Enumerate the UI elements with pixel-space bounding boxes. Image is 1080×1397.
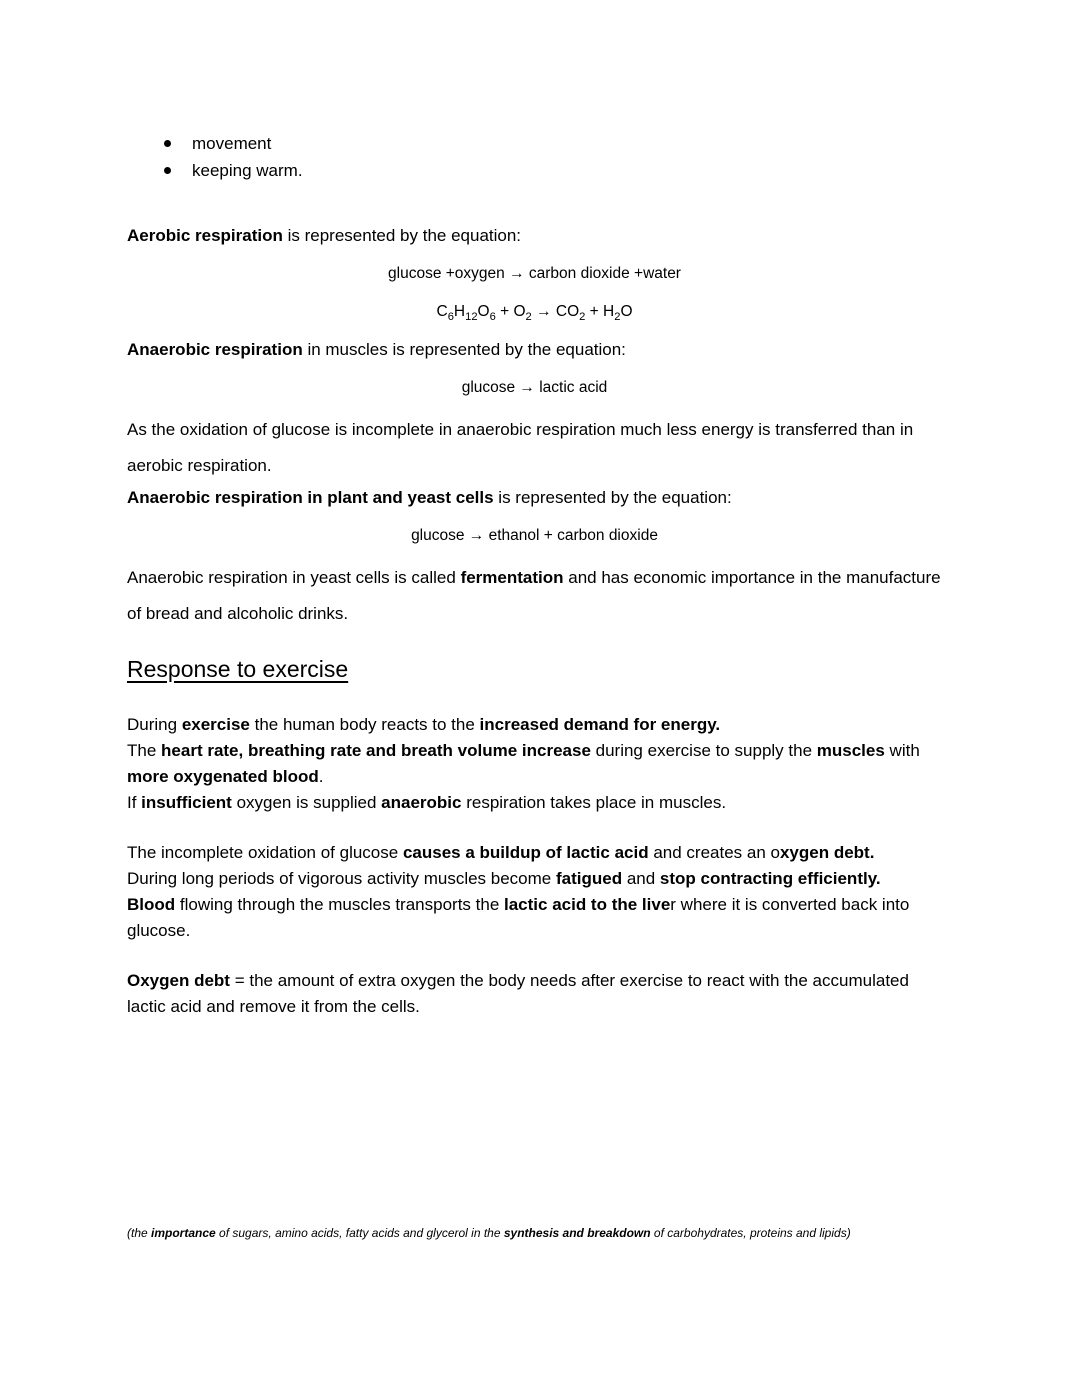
paragraph-blood-transport: Blood flowing through the muscles transports the lactic acid to the liver where it is converted back into glucose. bbox=[127, 895, 910, 940]
paragraph-muscle-fatigue: During long periods of vigorous activity muscles become fatigued and stop contracting efficiently. bbox=[127, 869, 881, 888]
bullet-item-keeping-warm: keeping warm. bbox=[127, 157, 942, 184]
paragraph-lactic-acid-buildup: The incomplete oxidation of glucose causes a buildup of lactic acid and creates an oxygen debt. bbox=[127, 843, 875, 862]
paragraph-exercise-heart-rate: The heart rate, breathing rate and breath volume increase during exercise to supply the muscles with more oxygenated blood. bbox=[127, 741, 920, 786]
section-heading-response-to-exercise: Response to exercise bbox=[127, 656, 349, 682]
bullet-item-movement: movement bbox=[127, 130, 942, 157]
footer-note: (the importance of sugars, amino acids, fatty acids and glycerol in the synthesis and breakdown of carbohydrates, proteins and lipids) bbox=[127, 1226, 851, 1240]
paragraph-oxidation-note: As the oxidation of glucose is incomplete in anaerobic respiration much less energy is transferred than in aerobic respiration. bbox=[127, 420, 914, 475]
paragraph-exercise-energy-demand: During exercise the human body reacts to the increased demand for energy. bbox=[127, 715, 721, 734]
paragraph-anaerobic-plant-intro: Anaerobic respiration in plant and yeast cells is represented by the equation: bbox=[127, 488, 732, 507]
paragraph-oxygen-debt-definition: Oxygen debt = the amount of extra oxygen the body needs after exercise to react with the accumulated lactic acid and remove it from the cells. bbox=[127, 971, 909, 1016]
bullet-list bbox=[127, 130, 942, 184]
equation-aerobic-words: glucose +oxygen → carbon dioxide +water bbox=[388, 265, 681, 282]
paragraph-exercise-insufficient-oxygen: If insufficient oxygen is supplied anaerobic respiration takes place in muscles. bbox=[127, 793, 727, 812]
paragraph-aerobic-equation-intro: Aerobic respiration is represented by the equation: bbox=[127, 226, 522, 245]
equation-glucose-ethanol: glucose → ethanol + carbon dioxide bbox=[411, 527, 658, 544]
equation-aerobic-formula: $C_6H_{12}O_6 + O_2 \to CO_2 + H_2O$ bbox=[436, 303, 633, 324]
paragraph-anaerobic-muscles-intro: Anaerobic respiration in muscles is represented by the equation: bbox=[127, 340, 626, 359]
paragraph-fermentation-note: Anaerobic respiration in yeast cells is called fermentation and has economic importance in the manufacture of bread and alcoholic drinks. bbox=[127, 568, 941, 623]
equation-glucose-lactic-acid: glucose → lactic acid bbox=[461, 379, 608, 396]
